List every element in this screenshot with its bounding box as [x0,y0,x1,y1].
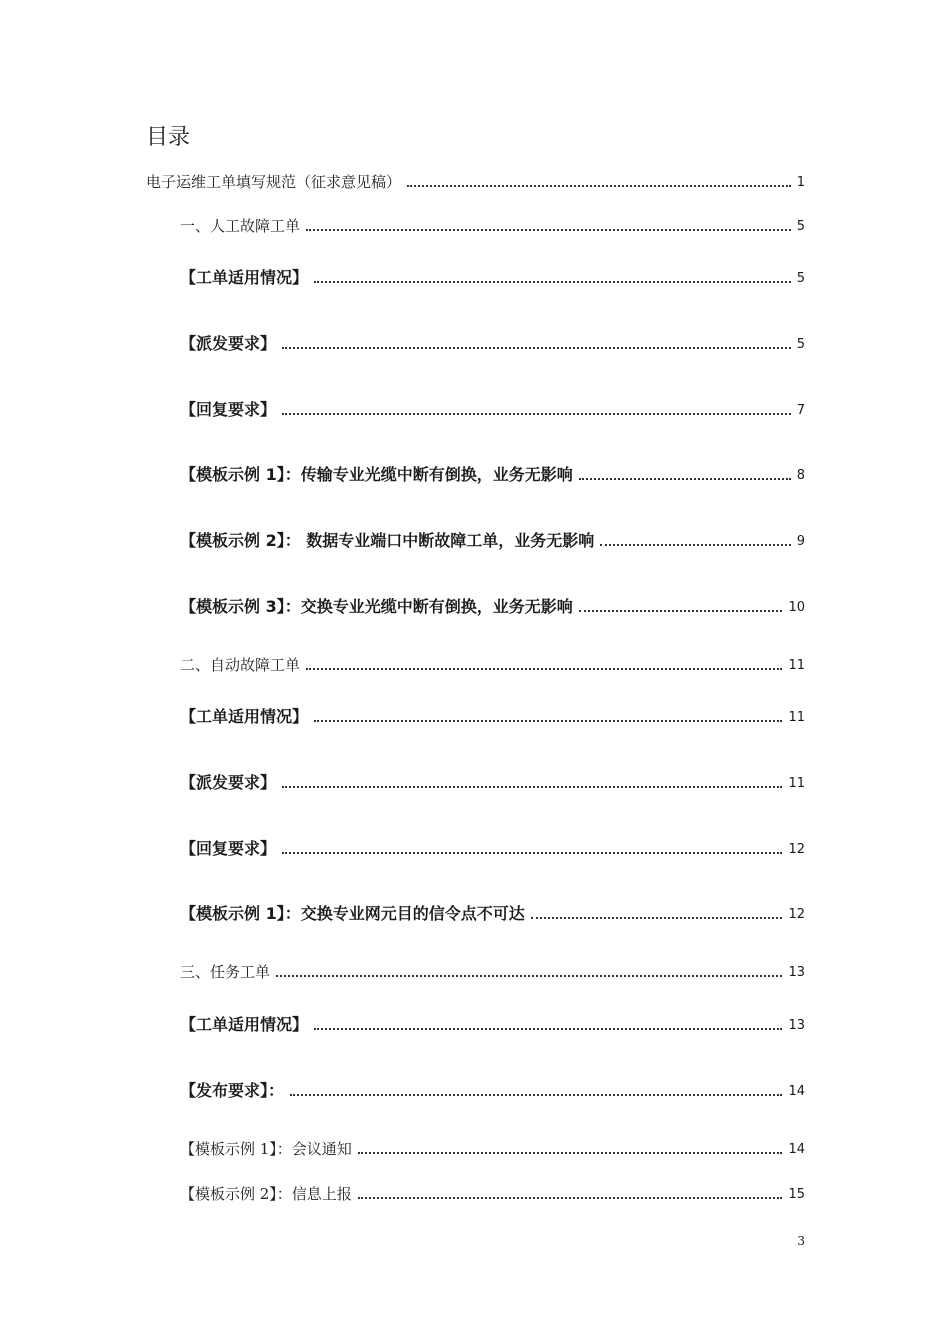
toc-entry-label: 【回复要求】 [180,839,277,858]
page-number: 3 [797,1234,805,1248]
toc-leader-dots [579,478,791,480]
toc-entry-page: 5 [796,219,805,234]
toc-entry[interactable] [180,461,805,485]
toc-entry-label: 一、人工故障工单 [180,217,301,235]
toc-leader-dots [306,229,791,231]
toc-entry[interactable] [180,1011,805,1035]
toc-leader-dots [314,1028,782,1030]
toc-entry-label: 【派发要求】 [180,773,277,792]
toc-entry[interactable] [180,835,805,859]
toc-leader-dots [358,1197,783,1199]
toc-entry[interactable] [180,703,805,727]
toc-entry-label: 【工单适用情况】 [180,707,309,726]
toc-entry[interactable] [180,1180,805,1204]
toc-entry-label: 【模板示例 1】：交换专业网元目的信令点不可达 [180,904,525,923]
toc-entry-page: 13 [788,965,805,980]
toc-entry[interactable] [180,1077,805,1101]
toc-entry-page: 9 [796,534,805,549]
toc-entry-page: 11 [788,658,805,673]
toc-entry-page: 15 [788,1187,805,1202]
toc-entry-label: 【模板示例 3】：交换专业光缆中断有倒换，业务无影响 [180,597,573,616]
toc-entry[interactable] [180,527,805,551]
toc-entry-label: 电子运维工单填写规范（征求意见稿） [146,173,402,191]
toc-entry[interactable] [180,212,805,236]
toc-entry[interactable] [180,1135,805,1159]
toc-title: 目录 [146,125,191,150]
toc-entry[interactable] [180,593,805,617]
toc-leader-dots [358,1152,783,1154]
toc-entry-page: 5 [796,271,805,286]
toc-leader-dots [600,544,790,546]
toc-entry-page: 10 [788,600,805,615]
toc-leader-dots [282,347,791,349]
toc-entry-page: 11 [788,710,805,725]
toc-entry-label: 【工单适用情况】 [180,268,309,287]
toc-entry-label: 【模板示例 1】：会议通知 [180,1140,352,1158]
toc-entry-label: 【模板示例 2】： 数据专业端口中断故障工单，业务无影响 [180,531,595,550]
toc-entry-label: 【模板示例 2】：信息上报 [180,1185,352,1203]
toc-entry-page: 7 [796,403,805,418]
toc-entry-page: 14 [788,1142,805,1157]
toc-leader-dots [314,720,782,722]
toc-entry-label: 【回复要求】 [180,400,277,419]
toc-entry-page: 8 [796,468,805,483]
toc-leader-dots [407,185,791,187]
toc-entry-label: 【发布要求】： [180,1081,285,1100]
toc-entry-label: 【派发要求】 [180,334,277,353]
toc-entry-page: 12 [788,842,805,857]
toc-entry-page: 13 [788,1018,805,1033]
toc-entry[interactable] [180,958,805,982]
toc-leader-dots [531,917,783,919]
toc-entry[interactable] [180,330,805,354]
toc-entry-label: 二、自动故障工单 [180,656,301,674]
toc-leader-dots [282,786,782,788]
toc-leader-dots [282,852,782,854]
toc-leader-dots [282,413,791,415]
toc-entry-label: 【工单适用情况】 [180,1015,309,1034]
toc-entry[interactable] [146,168,805,192]
toc-entry-page: 5 [796,337,805,352]
toc-entry[interactable] [180,769,805,793]
toc-leader-dots [579,610,783,612]
toc-leader-dots [290,1094,782,1096]
toc-entry-label: 三、任务工单 [180,963,271,981]
toc-leader-dots [306,668,782,670]
toc-entry-page: 14 [788,1084,805,1099]
toc-entry[interactable] [180,396,805,420]
toc-entry-page: 11 [788,776,805,791]
toc-entry-label: 【模板示例 1】：传输专业光缆中断有倒换，业务无影响 [180,465,573,484]
toc-leader-dots [314,281,791,283]
toc-entry[interactable] [180,651,805,675]
toc-entry[interactable] [180,900,805,924]
toc-leader-dots [276,975,782,977]
toc-entry[interactable] [180,264,805,288]
toc-entry-page: 12 [788,907,805,922]
toc-entry-page: 1 [796,175,805,190]
